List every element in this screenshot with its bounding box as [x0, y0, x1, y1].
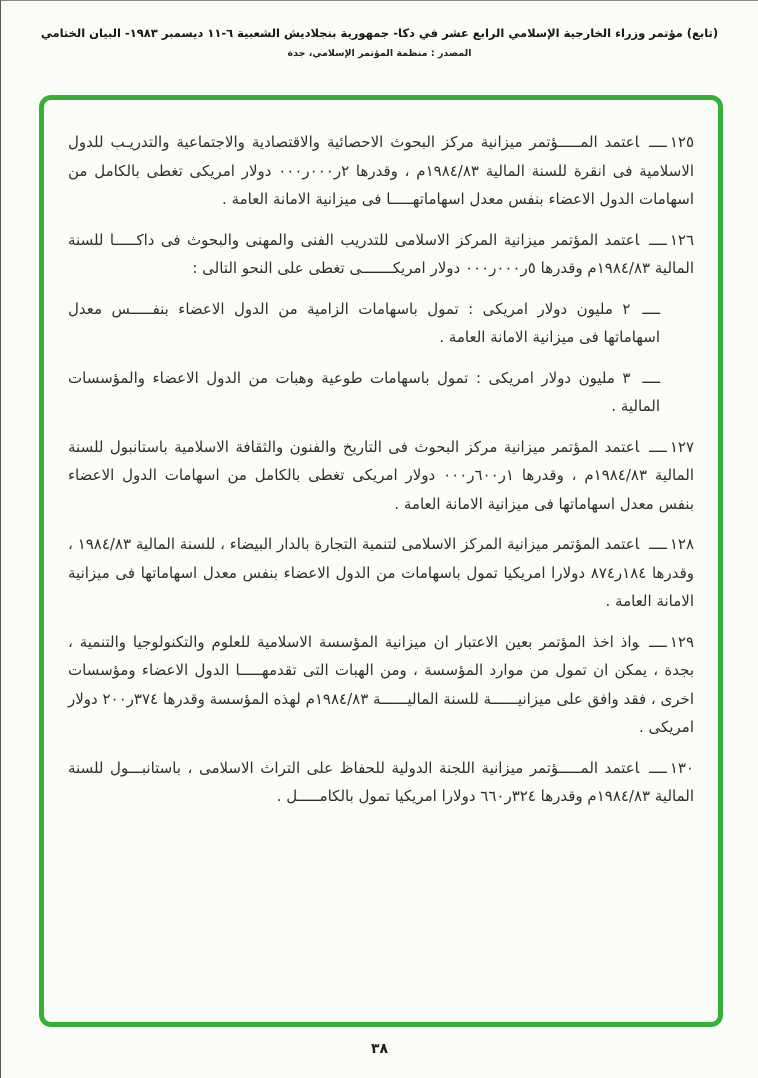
item-number: ١٢٨ [669, 535, 695, 553]
content-frame [39, 95, 723, 1027]
item-dash: ــــ [649, 758, 667, 777]
numbered-item-128 [68, 530, 694, 616]
item-dash: ــــ [649, 632, 667, 651]
item-text: اعتمد المؤتمر ميزانية المركز الاسلامى لتنمية التجارة بالدار البيضاء ، للسنة المالية ١٩٨٤/٨٣ ، وقدرها ١٨٤ر٨٧٤ دولارا امريكيا تمول باسهامات من الدول الاعضاء بنفس معدل اسهاماتها فى ميزانية الامانة العامة . [68, 535, 694, 610]
item-number: ١٢٥ [669, 133, 694, 151]
item-number: ١٣٠ [669, 758, 694, 777]
sub-item-text: ٣ مليون دولار امريكى : تمول باسهامات طوعية وهبات من الدول الاعضاء والمؤسسات المالية . [68, 368, 660, 415]
item-dash: ــــ [649, 133, 667, 151]
numbered-item-126 [68, 226, 694, 283]
numbered-item-125 [68, 128, 694, 214]
numbered-item-129 [68, 628, 694, 742]
sub-item-1 [68, 295, 660, 352]
item-dash: ــــ [649, 535, 667, 553]
item-text: اعتمد المـــــؤتمر ميزانية مركز البحوث الاحصائية والاقتصادية والاجتماعية والتدريـب للدول الاسلامية فى انقرة للسنة المالية ١٩٨٤/٨٣م ، وقدرها ٢ر٠٠٠ر٠٠٠ دولار امريكى تغطى بالكامل من اسهامات الدول الاعضاء بنفس معدل اسهاماتهـــــا فى ميزانية الامانة العامة . [68, 133, 694, 208]
document-source-line: المصدر : منظمة المؤتمر الإسلامي، جدة [287, 48, 472, 60]
sub-item-text: ٢ مليون دولار امريكى : تمول باسهامات الزامية من الدول الاعضاء بنفـــــس معدل اسهاماتها فى ميزانية الامانة العامة . [68, 299, 660, 346]
item-text: واذ اخذ المؤتمر بعين الاعتبار ان ميزانية المؤسسة الاسلامية للعلوم والتكنولوجيا والتنمية ، بجدة ، يمكن ان تمول من موارد المؤسسة ، ومن الهبات التى تقدمهـــــا الدول الاعضاء ومؤسسات اخرى ، فقد وافق على ميزانيــــــة للسنة الماليــــــة ١٩٨٤/٨٣م لهذه المؤسسة وقدرها ٣٧٤ر٢٠٠ دولار امريكى . [68, 632, 694, 736]
document-title: (تابع) مؤتمر وزراء الخارجية الإسلامي الرابع عشر في دكا- جمهورية بنجلاديش الشعبية ٦-١١ ديسمبر ١٩٨٣- البيان الختامي [40, 26, 719, 40]
item-number: ١٢٧ [669, 437, 694, 456]
sub-item-dash: ــــ [642, 368, 660, 387]
numbered-item-127 [68, 433, 694, 519]
item-text: اعتمد المؤتمر ميزانية المركز الاسلامى للتدريب الفنى والمهنى والبحوث فى داكـــــا للسنة المالية ١٩٨٤/٨٣م وقدرها ٥ر٠٠٠ر٠٠٠ دولار امريكـــــــى تغطى على النحو التالى : [68, 230, 694, 277]
document-header [1, 1, 758, 59]
item-number: ١٢٦ [669, 230, 694, 249]
page-number: ٣٨ [370, 1041, 389, 1057]
sub-item-dash: ــــ [642, 299, 660, 318]
sub-item-2 [68, 364, 660, 421]
item-dash: ــــ [649, 230, 667, 249]
item-number: ١٢٩ [669, 632, 694, 651]
numbered-item-130 [68, 754, 694, 811]
item-dash: ــــ [649, 437, 667, 456]
item-text: اعتمد المـــــؤتمر ميزانية اللجنة الدولية للحفاظ على التراث الاسلامى ، باستانبـــول للسنة المالية ١٩٨٤/٨٣م وقدرها ٣٢٤ر٦٦٠ دولارا امريكيا تمول بالكامـــــل . [68, 758, 694, 805]
item-text: اعتمد المؤتمر ميزانية مركز البحوث فى التاريخ والفنون والثقافة الاسلامية باستانبول للسنة المالية ١٩٨٤/٨٣م ، وقدرها ١ر٦٠٠ر٠٠٠ دولار امريكى تغطى بالكامل من اسهامات الدول الاعضاء بنفس معدل اسهاماتها فى ميزانية الامانة العامة . [68, 437, 694, 513]
